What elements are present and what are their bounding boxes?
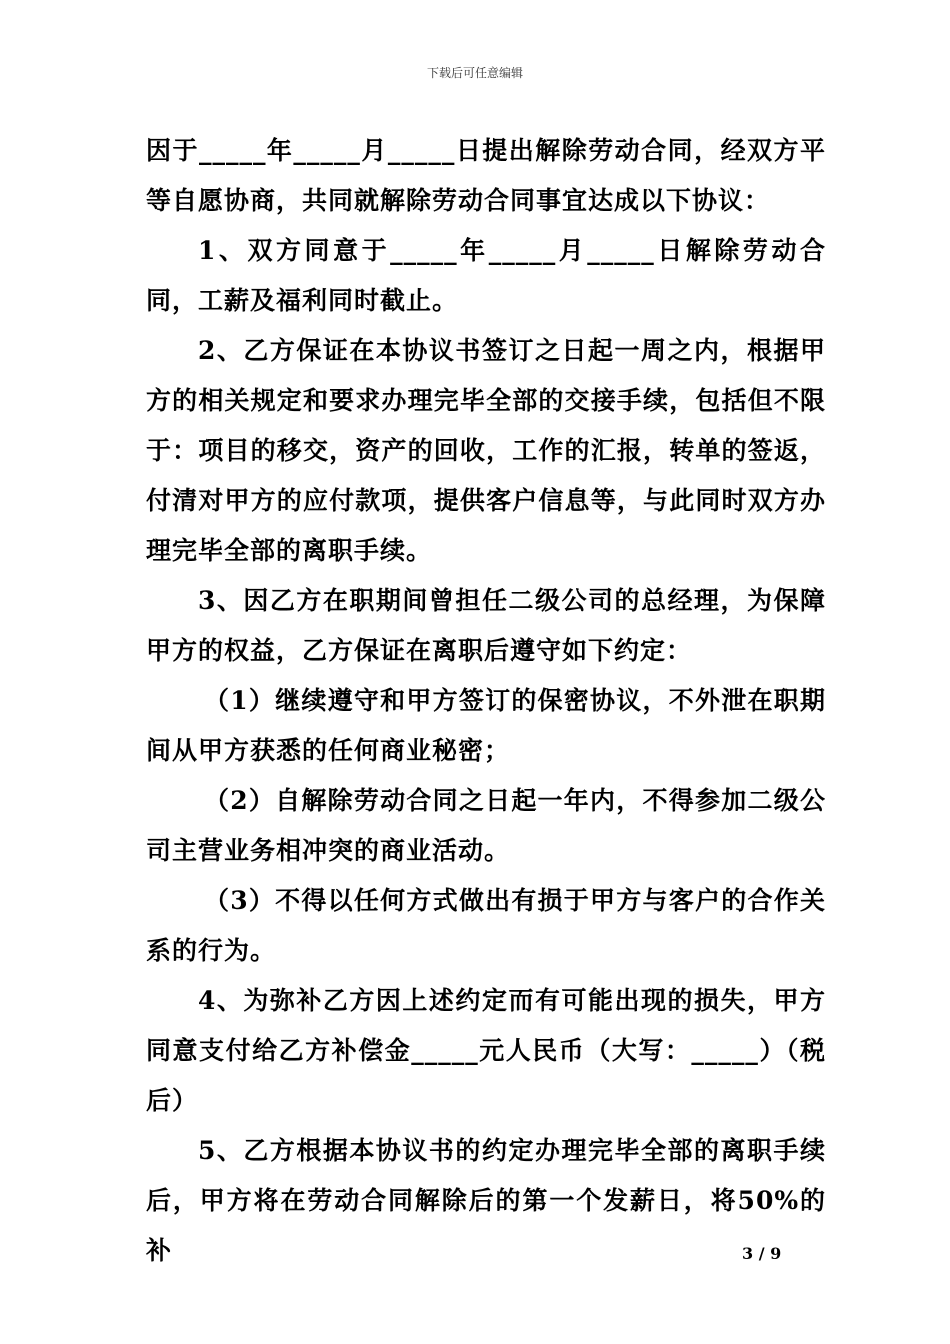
paragraph-intro: 因于_____年_____月_____日提出解除劳动合同，经双方平等自愿协商，共同就解除劳动合同事宜达成以下协议： — [146, 136, 826, 215]
paragraph-clause-2: 2、乙方保证在本协议书签订之日起一周之内，根据甲方的相关规定和要求办理完毕全部的交接手续，包括但不限于：项目的移交，资产的回收，工作的汇报，转单的签返，付清对甲方的应付款项，提供客户信息等，与此同时双方办理完毕全部的离职手续。 — [146, 336, 826, 565]
paragraph-subclause-3: （3）不得以任何方式做出有损于甲方与客户的合作关系的行为。 — [146, 886, 826, 965]
paragraph-clause-5: 5、乙方根据本协议书的约定办理完毕全部的离职手续后，甲方将在劳动合同解除后的第一个发薪日，将50%的补 — [146, 1136, 826, 1265]
paragraph-subclause-1: （1）继续遵守和甲方签订的保密协议，不外泄在职期间从甲方获悉的任何商业秘密； — [146, 686, 826, 765]
paragraph-clause-4: 4、为弥补乙方因上述约定而有可能出现的损失，甲方同意支付给乙方补偿金_____元人民币（大写：_____）（税后） — [146, 986, 826, 1115]
paragraph-clause-1: 1、双方同意于_____年_____月_____日解除劳动合同，工薪及福利同时截止。 — [146, 236, 826, 315]
page-number: 3 / 9 — [742, 1244, 782, 1263]
page-header: 下载后可任意编辑 — [426, 66, 523, 80]
paragraph-subclause-2: （2）自解除劳动合同之日起一年内，不得参加二级公司主营业务相冲突的商业活动。 — [146, 786, 826, 865]
document-body — [146, 126, 826, 1276]
paragraph-clause-3: 3、因乙方在职期间曾担任二级公司的总经理，为保障甲方的权益，乙方保证在离职后遵守如下约定： — [146, 586, 826, 665]
